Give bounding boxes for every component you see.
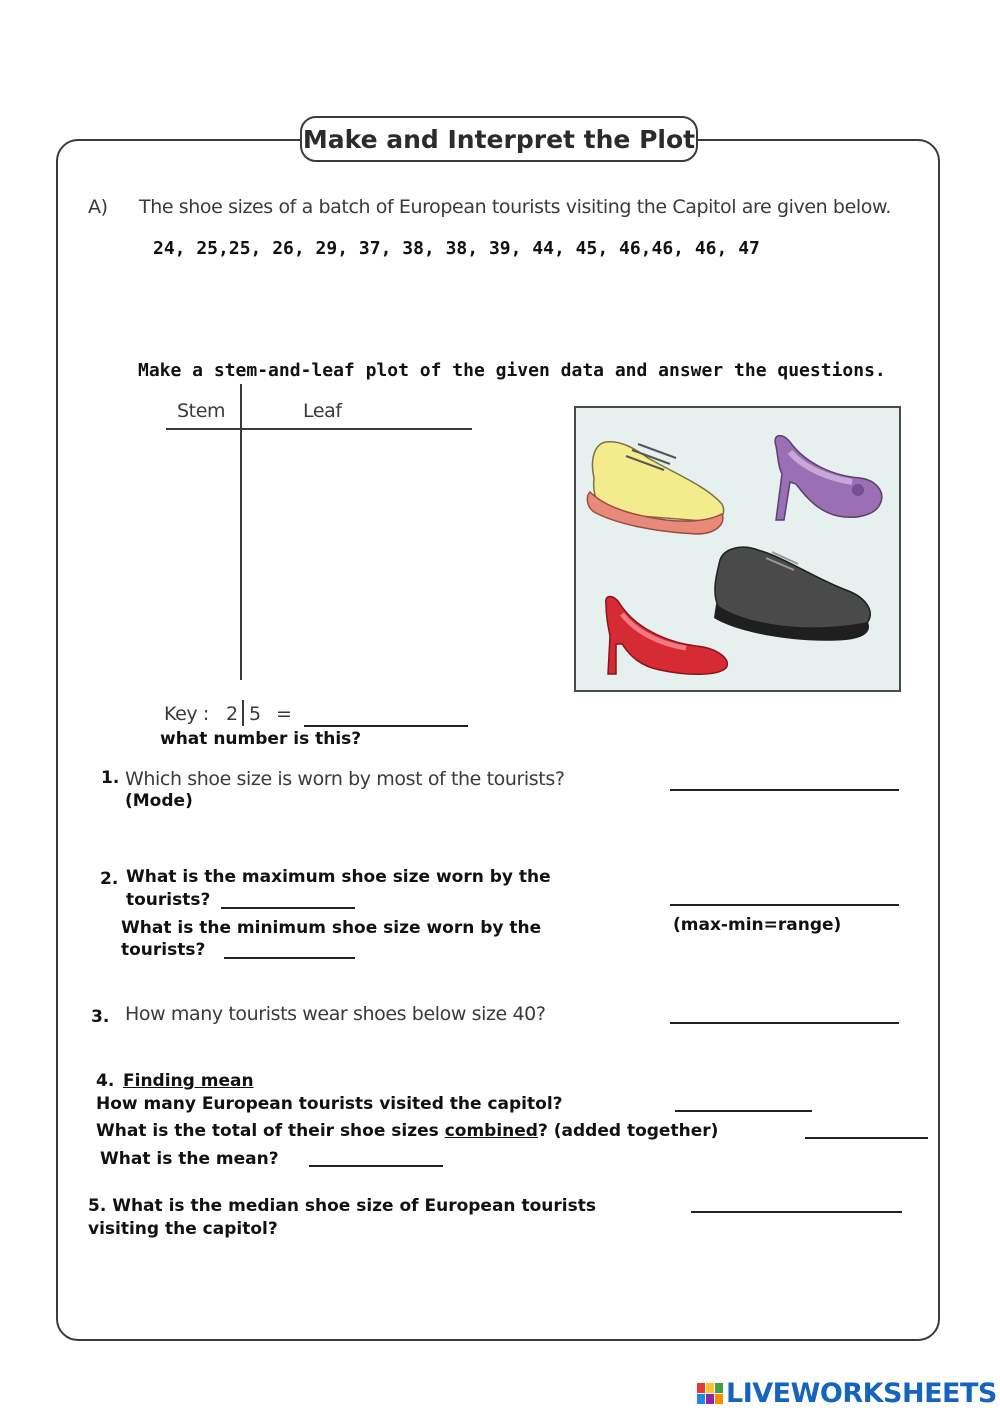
q2-max-line2: tourists? bbox=[126, 890, 211, 910]
q1-answer-line[interactable] bbox=[670, 789, 899, 791]
q3-number: 3. bbox=[91, 1007, 110, 1027]
q2-number: 2. bbox=[100, 869, 119, 889]
q2-range-note: (max-min=range) bbox=[673, 915, 842, 935]
shoes-picture bbox=[574, 406, 901, 692]
q2-min-line2: tourists? bbox=[121, 940, 206, 960]
q1-number: 1. bbox=[101, 768, 120, 788]
section-intro: The shoe sizes of a batch of European tourists visiting the Capitol are given below. bbox=[139, 196, 891, 218]
key-question: what number is this? bbox=[160, 729, 362, 749]
q4-mean-question: What is the mean? bbox=[100, 1149, 279, 1169]
q1-sub: (Mode) bbox=[125, 791, 193, 811]
q4-count-answer-line[interactable] bbox=[675, 1110, 812, 1112]
red-heel-image bbox=[606, 597, 728, 675]
plot-vertical-rule bbox=[240, 384, 242, 680]
key-leaf: 5 bbox=[249, 703, 261, 725]
key-divider bbox=[242, 700, 244, 726]
q4-count-question: How many European tourists visited the capitol? bbox=[96, 1094, 563, 1114]
q3-text: How many tourists wear shoes below size 40? bbox=[125, 1003, 546, 1025]
plot-horizontal-rule bbox=[166, 428, 472, 430]
q4-total-answer-line[interactable] bbox=[805, 1137, 928, 1139]
liveworksheets-logo bbox=[697, 1378, 997, 1409]
black-shoe-image bbox=[714, 547, 870, 641]
shoe-size-data: 24, 25,25, 26, 29, 37, 38, 38, 39, 44, 45, 46,46, 46, 47 bbox=[153, 238, 760, 259]
key-equals: = bbox=[276, 703, 292, 725]
instruction-text: Make a stem-and-leaf plot of the given data and answer the questions. bbox=[138, 360, 886, 381]
stem-header: Stem bbox=[177, 400, 226, 422]
q4-heading: Finding mean bbox=[123, 1071, 254, 1091]
q4-total-question: What is the total of their shoe sizes combined? (added together) bbox=[96, 1121, 719, 1141]
shoes-illustration bbox=[576, 408, 899, 690]
q2-min-line1: What is the minimum shoe size worn by the bbox=[121, 918, 542, 938]
section-label: A) bbox=[88, 196, 108, 218]
brand-name: LIVEWORKSHEETS bbox=[726, 1378, 997, 1409]
q2-max-answer-line[interactable] bbox=[221, 907, 355, 909]
leaf-header: Leaf bbox=[303, 400, 342, 422]
sneaker-image bbox=[587, 442, 723, 534]
q2-max-line1: What is the maximum shoe size worn by the bbox=[126, 867, 551, 887]
q5-line2: visiting the capitol? bbox=[88, 1219, 278, 1239]
q5-line1: 5. What is the median shoe size of European tourists bbox=[88, 1196, 596, 1216]
key-label: Key : bbox=[164, 703, 209, 725]
q2-range-answer-line[interactable] bbox=[670, 904, 899, 906]
q1-text: Which shoe size is worn by most of the tourists? bbox=[125, 768, 565, 790]
q4-mean-answer-line[interactable] bbox=[309, 1165, 443, 1167]
key-stem: 2 bbox=[226, 703, 238, 725]
key-answer-line[interactable] bbox=[304, 725, 468, 727]
page-title: Make and Interpret the Plot bbox=[300, 116, 698, 162]
q4-number: 4. bbox=[96, 1071, 115, 1091]
logo-mark-icon bbox=[697, 1383, 723, 1404]
q5-answer-line[interactable] bbox=[691, 1211, 902, 1213]
q3-answer-line[interactable] bbox=[670, 1022, 899, 1024]
purple-heel-image bbox=[775, 436, 882, 520]
q2-min-answer-line[interactable] bbox=[224, 957, 355, 959]
